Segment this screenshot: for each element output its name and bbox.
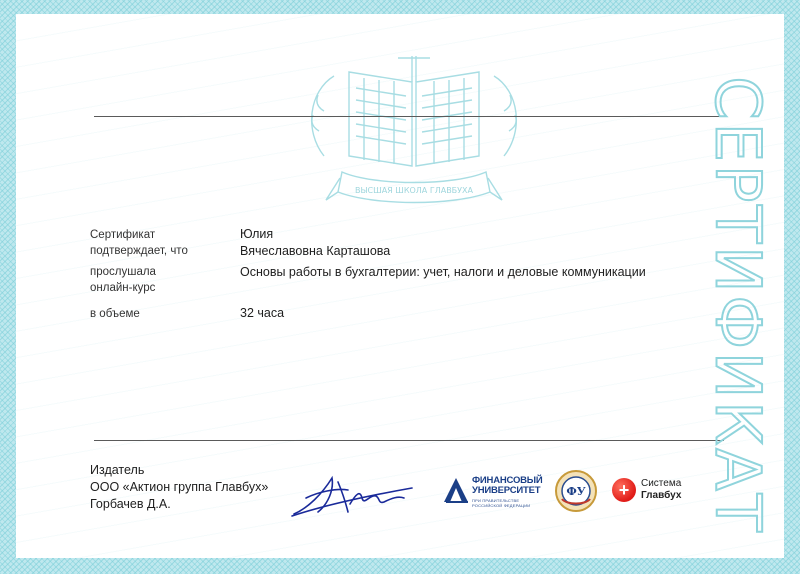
top-divider bbox=[94, 116, 724, 117]
bottom-divider bbox=[94, 440, 724, 441]
label-completed-line2: онлайн-курс bbox=[90, 282, 156, 294]
sistema-glavbukh-line1: Система bbox=[641, 478, 682, 489]
certificate-title-text: СЕРТИФИКАТ bbox=[701, 75, 775, 535]
label-certifies-line2: подтверждает, что bbox=[90, 245, 188, 257]
university-seal-logo bbox=[554, 469, 598, 513]
course-hours: 32 часа bbox=[240, 306, 285, 320]
vertical-certificate-title bbox=[688, 70, 788, 540]
label-certifies bbox=[90, 227, 188, 259]
financial-university-emblem-icon bbox=[442, 474, 470, 504]
seal-initials: ФУ bbox=[566, 485, 586, 498]
school-emblem-watermark bbox=[294, 36, 534, 216]
financial-university-logo bbox=[442, 474, 548, 508]
emblem-ribbon-text: ВЫСШАЯ ШКОЛА ГЛАВБУХА bbox=[355, 186, 473, 195]
certificate-inner-panel bbox=[16, 14, 784, 558]
issuer-signatory: Горбачев Д.А. bbox=[90, 497, 171, 511]
financial-university-name bbox=[472, 476, 543, 496]
issuer-block bbox=[90, 462, 268, 513]
label-completed bbox=[90, 264, 156, 296]
recipient-patronymic-surname: Вячеславовна Карташова bbox=[240, 244, 391, 258]
plus-icon: + bbox=[612, 478, 636, 502]
recipient-name bbox=[240, 226, 390, 260]
label-volume: в объеме bbox=[90, 308, 140, 320]
financial-university-subtitle: ПРИ ПРАВИТЕЛЬСТВЕ РОССИЙСКОЙ ФЕДЕРАЦИИ bbox=[472, 498, 531, 508]
label-certifies-line1: Сертификат bbox=[90, 229, 156, 241]
course-title: Основы работы в бухгалтерии: учет, налоги и деловые коммуникации bbox=[240, 265, 646, 279]
handwritten-signature bbox=[288, 464, 418, 524]
recipient-first-name: Юлия bbox=[240, 227, 274, 241]
financial-university-line1: ФИНАНСОВЫЙ bbox=[472, 475, 543, 486]
issuer-label: Издатель bbox=[90, 463, 145, 477]
financial-university-line2: УНИВЕРСИТЕТ bbox=[472, 485, 541, 496]
sistema-glavbukh-line2: Главбух bbox=[641, 490, 682, 501]
sistema-glavbukh-logo bbox=[612, 476, 702, 506]
label-completed-line1: прослушала bbox=[90, 266, 156, 278]
issuer-company: ООО «Актион группа Главбух» bbox=[90, 480, 269, 494]
